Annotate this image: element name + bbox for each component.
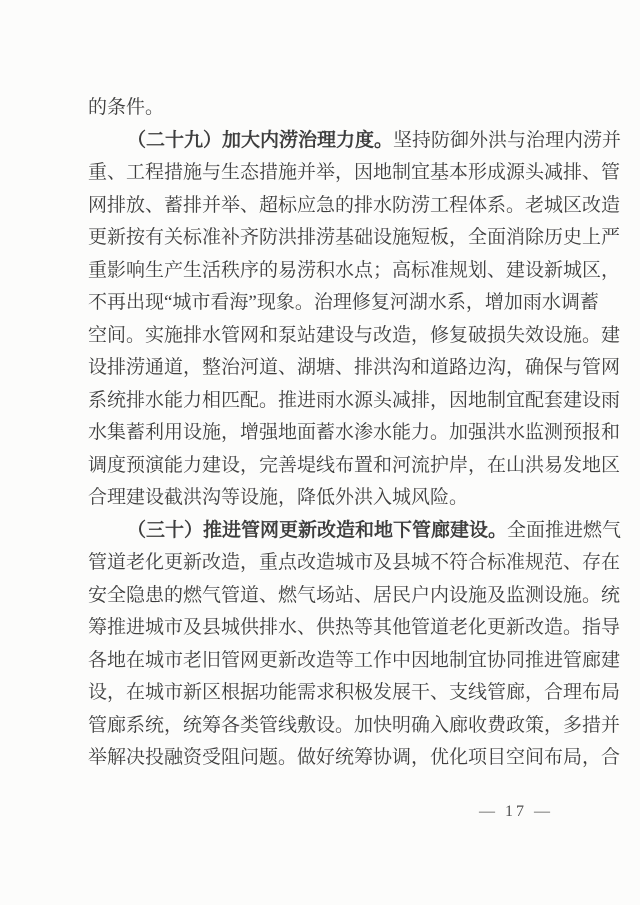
section-heading: （二十九）加大内涝治理力度。 — [127, 129, 394, 151]
document-body — [88, 92, 622, 775]
text-line: 更新按有关标准补齐防洪排涝基础设施短板，全面消除历史上严 — [88, 227, 621, 248]
text-line: 管道老化更新改造，重点改造城市及县城不符合标准规范、存在 — [88, 552, 621, 573]
text-line: 调度预演能力建设，完善堤线布置和河流护岸，在山洪易发地区 — [88, 454, 621, 476]
paragraph-start-line: （三十）推进管网更新改造和地下管廊建设。全面推进燃气 — [127, 519, 622, 541]
text-line: 管廊系统，统筹各类管线敷设。加快明确入廊收费政策，多措并 — [88, 714, 621, 736]
paragraph-start-line: （二十九）加大内涝治理力度。坚持防御外洪与治理内涝并 — [127, 129, 622, 151]
text-line: 设排涝通道，整治河道、湖塘、排洪沟和道路边沟，确保与管网 — [88, 357, 621, 378]
text-line: 各地在城市老旧管网更新改造等工作中因地制宜协同推进管廊建 — [88, 649, 621, 671]
section-heading: （三十）推进管网更新改造和地下管廊建设。 — [127, 519, 508, 541]
text-line: 安全隐患的燃气管道、燃气场站、居民户内设施及监测设施。统 — [88, 584, 621, 606]
text-line: 空间。实施排水管网和泵站建设与改造，修复破损失效设施。建 — [88, 324, 621, 346]
text-line: 网排放、蓄排并举、超标应急的排水防涝工程体系。老城区改造 — [88, 194, 621, 216]
text-line: 水集蓄利用设施，增强地面蓄水渗水能力。加强洪水监测预报和 — [88, 422, 621, 443]
text-line: 筹推进城市及县城供排水、供热等其他管道老化更新改造。指导 — [88, 617, 621, 638]
text-line: 不再出现“城市看海”现象。治理修复河湖水系，增加雨水调蓄 — [88, 292, 599, 313]
text-line: 举解决投融资受阻问题。做好统筹协调，优化项目空间布局，合 — [88, 747, 621, 768]
text-line: 合理建设截洪沟等设施，降低外洪入城风险。 — [88, 487, 469, 508]
text-line: 系统排水能力相匹配。推进雨水源头减排，因地制宜配套建设雨 — [88, 389, 621, 411]
text-line: 重影响生产生活秩序的易涝积水点；高标准规划、建设新城区， — [88, 259, 621, 281]
text-line: 设，在城市新区根据功能需求积极发展干、支线管廊，合理布局 — [88, 682, 621, 703]
text-line: 的条件。 — [88, 97, 165, 118]
text-line: 重、工程措施与生态措施并举，因地制宜基本形成源头减排、管 — [88, 162, 621, 183]
page-number: — 17 — — [479, 803, 553, 820]
